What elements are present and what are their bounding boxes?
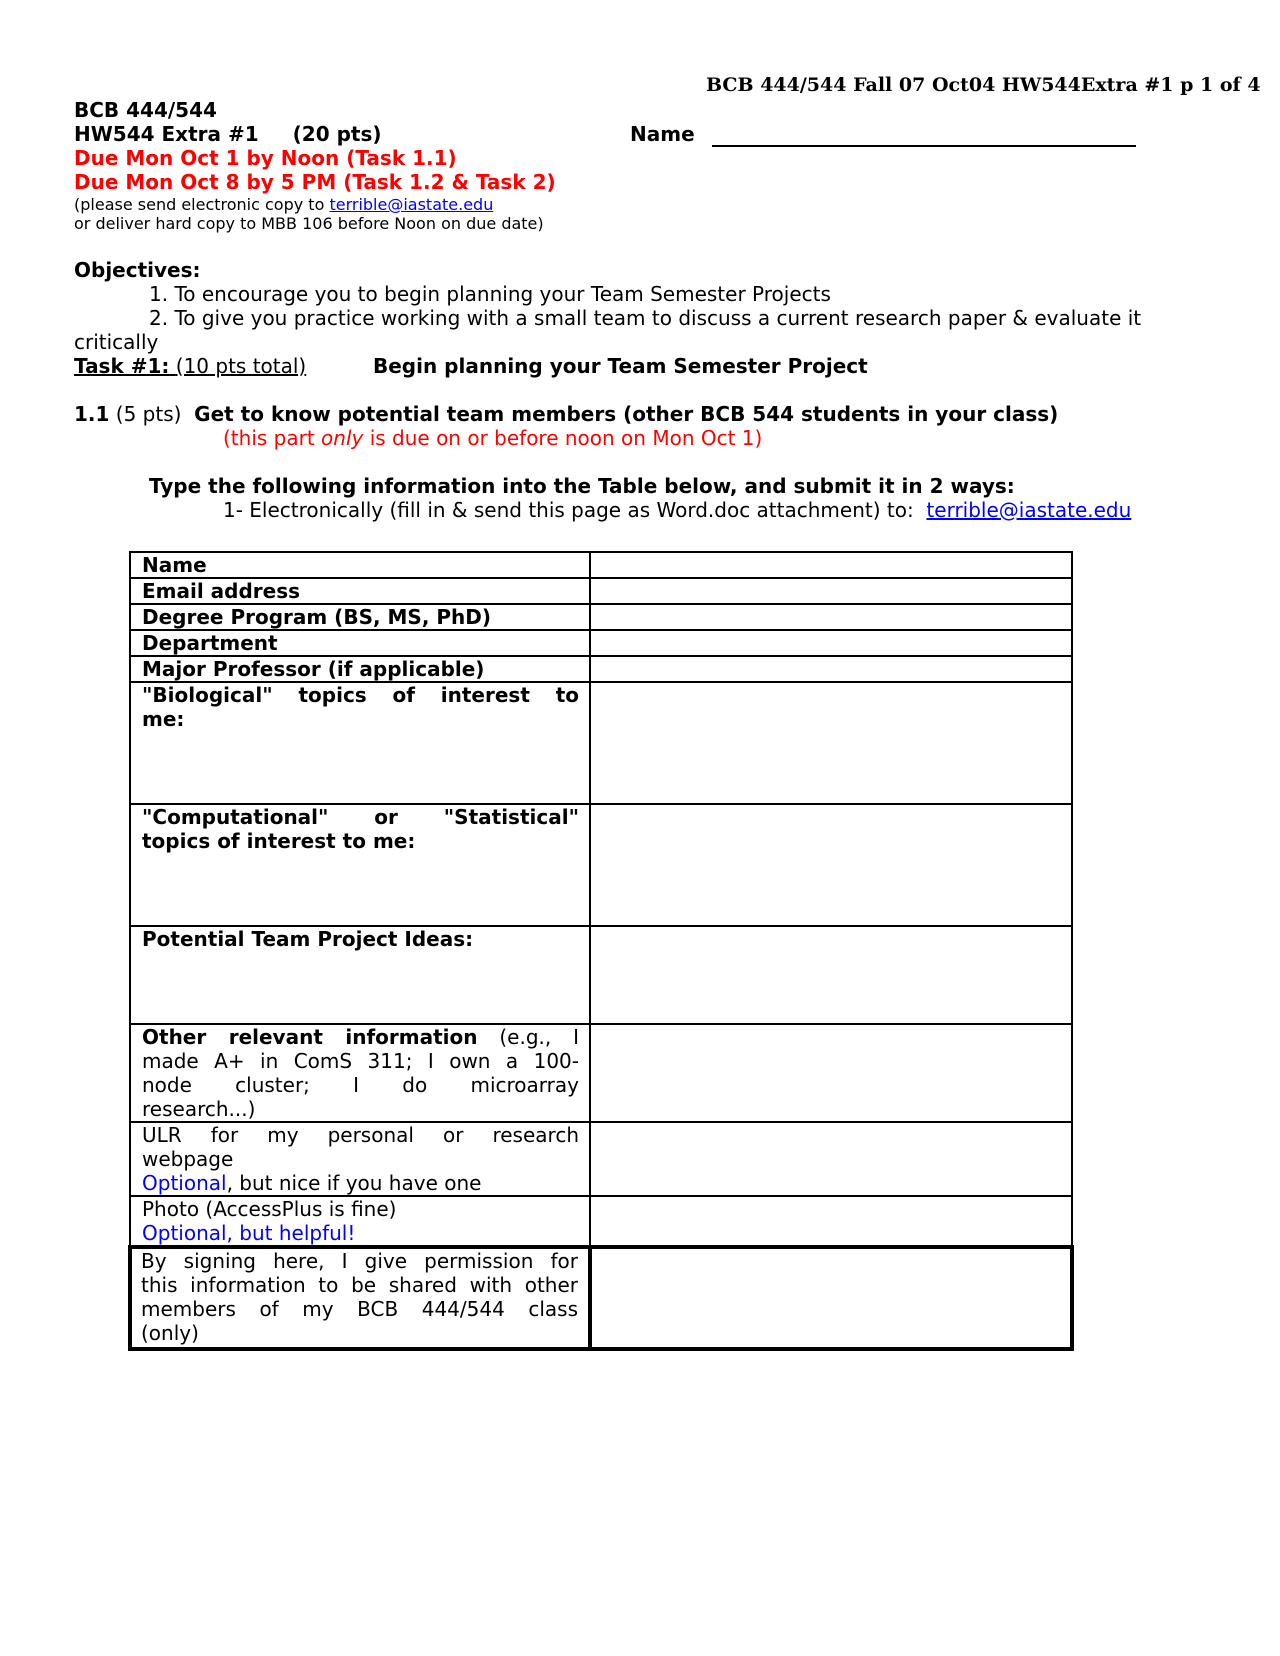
course-title: BCB 444/544 <box>74 98 217 122</box>
photo-line-1: Photo (AccessPlus is fine) <box>142 1197 397 1221</box>
input-department[interactable] <box>590 630 1072 656</box>
name-label: Name <box>630 122 695 146</box>
task1-label: Task #1: <box>74 354 170 378</box>
comp-line-1: "Computational" or "Statistical" <box>142 805 579 829</box>
row-email <box>130 578 1072 604</box>
input-email[interactable] <box>590 578 1072 604</box>
other-line-2: made A+ in ComS 311; I own a 100- <box>142 1049 579 1073</box>
row-signature <box>130 1247 1072 1349</box>
label-photo <box>130 1196 590 1247</box>
url-line-3 <box>142 1171 579 1195</box>
label-degree: Degree Program (BS, MS, PhD) <box>130 604 590 630</box>
input-webpage[interactable] <box>590 1122 1072 1196</box>
label-email: Email address <box>130 578 590 604</box>
note-suffix: is due on or before noon on Mon Oct 1) <box>363 426 763 450</box>
row-computational-topics <box>130 804 1072 926</box>
due-date-2: Due Mon Oct 8 by 5 PM (Task 1.2 & Task 2) <box>74 170 556 194</box>
label-name: Name <box>130 552 590 578</box>
url-rest: , but nice if you have one <box>226 1171 482 1195</box>
url-line-2: webpage <box>142 1147 234 1171</box>
bio-line-1: "Biological" topics of interest to <box>142 683 579 707</box>
label-department: Department <box>130 630 590 656</box>
input-other-info[interactable] <box>590 1024 1072 1122</box>
row-project-ideas <box>130 926 1072 1024</box>
label-other-info <box>130 1024 590 1122</box>
other-rest: (e.g., I <box>477 1025 579 1049</box>
assignment-points: (20 pts) <box>292 122 382 146</box>
input-name[interactable] <box>590 552 1072 578</box>
label-major-professor: Major Professor (if applicable) <box>130 656 590 682</box>
section-points: (5 pts) <box>115 402 182 426</box>
deliver-instructions: or deliver hard copy to MBB 106 before Noon on due date) <box>74 214 544 233</box>
row-major-professor <box>130 656 1072 682</box>
task1-title: Begin planning your Team Semester Project <box>373 354 868 378</box>
label-biological-topics <box>130 682 590 804</box>
objectives-heading: Objectives: <box>74 258 201 282</box>
section-number: 1.1 <box>74 402 110 426</box>
row-photo <box>130 1196 1072 1247</box>
label-webpage <box>130 1122 590 1196</box>
other-line-4: research...) <box>142 1097 256 1121</box>
send-instructions <box>74 195 493 214</box>
task1-points: (10 pts total) <box>175 354 307 378</box>
name-signature-line[interactable] <box>712 145 1136 147</box>
sign-line-4: (only) <box>141 1321 199 1345</box>
other-bold: Other relevant information <box>142 1025 478 1049</box>
comp-line-2: topics of interest to me: <box>142 829 416 853</box>
objective-2-continued: critically <box>74 330 159 354</box>
photo-optional: Optional, but helpful! <box>142 1221 356 1245</box>
method-1-email-link[interactable]: terrible@iastate.edu <box>926 498 1132 522</box>
input-major-professor[interactable] <box>590 656 1072 682</box>
input-degree[interactable] <box>590 604 1072 630</box>
row-department <box>130 630 1072 656</box>
other-line-1 <box>142 1025 579 1049</box>
task1-heading <box>74 354 306 378</box>
section-1-1-heading <box>74 402 1058 426</box>
url-line-1: ULR for my personal or research <box>142 1123 579 1147</box>
sign-line-3: members of my BCB 444/544 class <box>141 1297 578 1321</box>
info-table <box>128 551 1074 1351</box>
assignment-name: HW544 Extra #1 <box>74 122 259 146</box>
send-email-link[interactable]: terrible@iastate.edu <box>329 195 494 214</box>
input-signature[interactable] <box>590 1247 1072 1349</box>
note-only: only <box>321 426 364 450</box>
row-webpage <box>130 1122 1072 1196</box>
row-degree <box>130 604 1072 630</box>
assignment-title <box>74 122 382 146</box>
bio-line-2: me: <box>142 707 185 731</box>
due-date-1: Due Mon Oct 1 by Noon (Task 1.1) <box>74 146 457 170</box>
method-1-text: 1- Electronically (fill in & send this page as Word.doc attachment) to: <box>223 498 914 522</box>
section-title: Get to know potential team members (other BCB 544 students in your class) <box>194 402 1059 426</box>
other-line-3: node cluster; I do microarray <box>142 1073 579 1097</box>
submit-method-1 <box>223 498 1131 522</box>
row-other-info <box>130 1024 1072 1122</box>
section-due-note <box>223 426 762 450</box>
label-signature <box>130 1247 590 1349</box>
label-computational-topics <box>130 804 590 926</box>
sign-line-1: By signing here, I give permission for <box>141 1249 578 1273</box>
input-project-ideas[interactable] <box>590 926 1072 1024</box>
row-biological-topics <box>130 682 1072 804</box>
send-prefix: (please send electronic copy to <box>74 195 330 214</box>
input-photo[interactable] <box>590 1196 1072 1247</box>
table-instruction: Type the following information into the Table below, and submit it in 2 ways: <box>149 474 1015 498</box>
row-name <box>130 552 1072 578</box>
input-biological-topics[interactable] <box>590 682 1072 804</box>
objective-1: 1. To encourage you to begin planning your Team Semester Projects <box>149 282 831 306</box>
objective-2: 2. To give you practice working with a small team to discuss a current research paper & evaluate it <box>149 306 1142 330</box>
label-project-ideas: Potential Team Project Ideas: <box>130 926 590 1024</box>
running-head: BCB 444/544 Fall 07 Oct04 HW544Extra #1 p 1 of 4 <box>706 74 1261 96</box>
input-computational-topics[interactable] <box>590 804 1072 926</box>
note-prefix: (this part <box>223 426 322 450</box>
sign-line-2: this information to be shared with other <box>141 1273 578 1297</box>
url-optional: Optional <box>142 1171 227 1195</box>
